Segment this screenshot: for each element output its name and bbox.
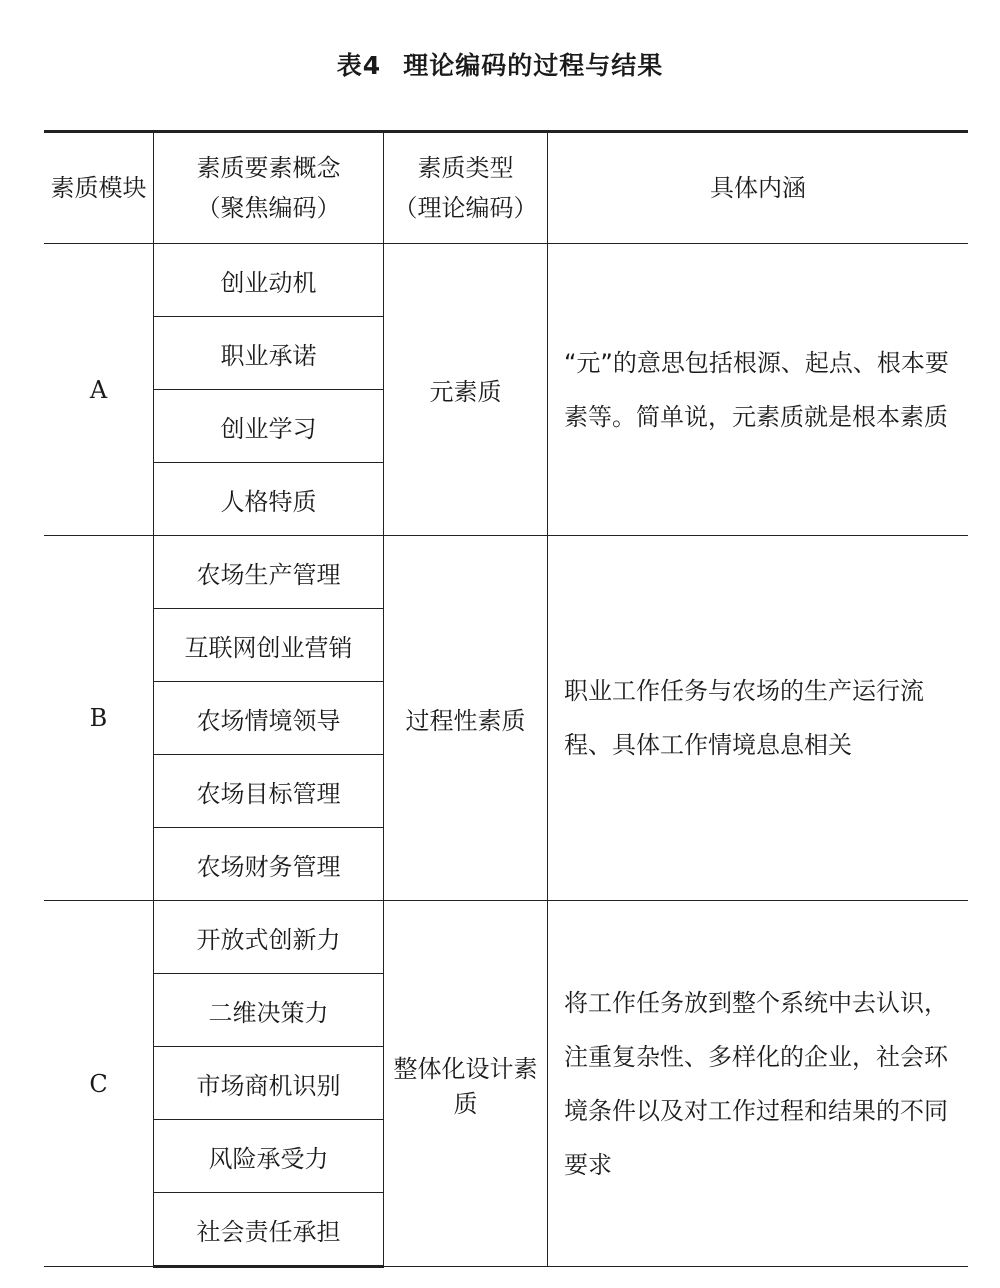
type-cell: 元素质 — [384, 244, 548, 536]
header-type — [384, 132, 548, 244]
coding-table — [44, 130, 968, 1268]
header-meaning: 具体内涵 — [548, 132, 969, 244]
concept-cell: 二维决策力 — [154, 974, 384, 1047]
table-row — [44, 901, 968, 974]
table-title — [0, 46, 1000, 82]
header-row — [44, 132, 968, 244]
concept-cell: 农场财务管理 — [154, 828, 384, 901]
table-title-text: 理论编码的过程与结果 — [403, 51, 664, 80]
header-type-line1: 素质类型 — [417, 154, 514, 182]
concept-cell: 风险承受力 — [154, 1120, 384, 1193]
header-module: 素质模块 — [44, 132, 154, 244]
concept-cell: 农场情境领导 — [154, 682, 384, 755]
concept-cell: 农场目标管理 — [154, 755, 384, 828]
header-concept-line2: （聚焦编码） — [196, 194, 341, 222]
concept-cell: 市场商机识别 — [154, 1047, 384, 1120]
meaning-cell: 职业工作任务与农场的生产运行流程、具体工作情境息息相关 — [548, 536, 969, 901]
concept-cell: 创业学习 — [154, 390, 384, 463]
header-concept-line1: 素质要素概念 — [196, 154, 341, 182]
concept-cell: 互联网创业营销 — [154, 609, 384, 682]
concept-cell: 农场生产管理 — [154, 536, 384, 609]
module-cell: C — [44, 901, 154, 1267]
meaning-cell: 将工作任务放到整个系统中去认识，注重复杂性、多样化的企业，社会环境条件以及对工作过程和结果的不同要求 — [548, 901, 969, 1267]
concept-cell: 创业动机 — [154, 244, 384, 317]
header-concept — [154, 132, 384, 244]
type-cell: 过程性素质 — [384, 536, 548, 901]
concept-cell: 人格特质 — [154, 463, 384, 536]
header-type-line2: （理论编码） — [393, 194, 538, 222]
table-number: 表4 — [336, 51, 382, 80]
type-cell: 整体化设计素质 — [384, 901, 548, 1267]
concept-cell: 社会责任承担 — [154, 1193, 384, 1267]
concept-cell: 开放式创新力 — [154, 901, 384, 974]
module-cell: B — [44, 536, 154, 901]
table-row — [44, 536, 968, 609]
module-cell: A — [44, 244, 154, 536]
meaning-cell: “元”的意思包括根源、起点、根本要素等。简单说，元素质就是根本素质 — [548, 244, 969, 536]
concept-cell: 职业承诺 — [154, 317, 384, 390]
table-row — [44, 244, 968, 317]
